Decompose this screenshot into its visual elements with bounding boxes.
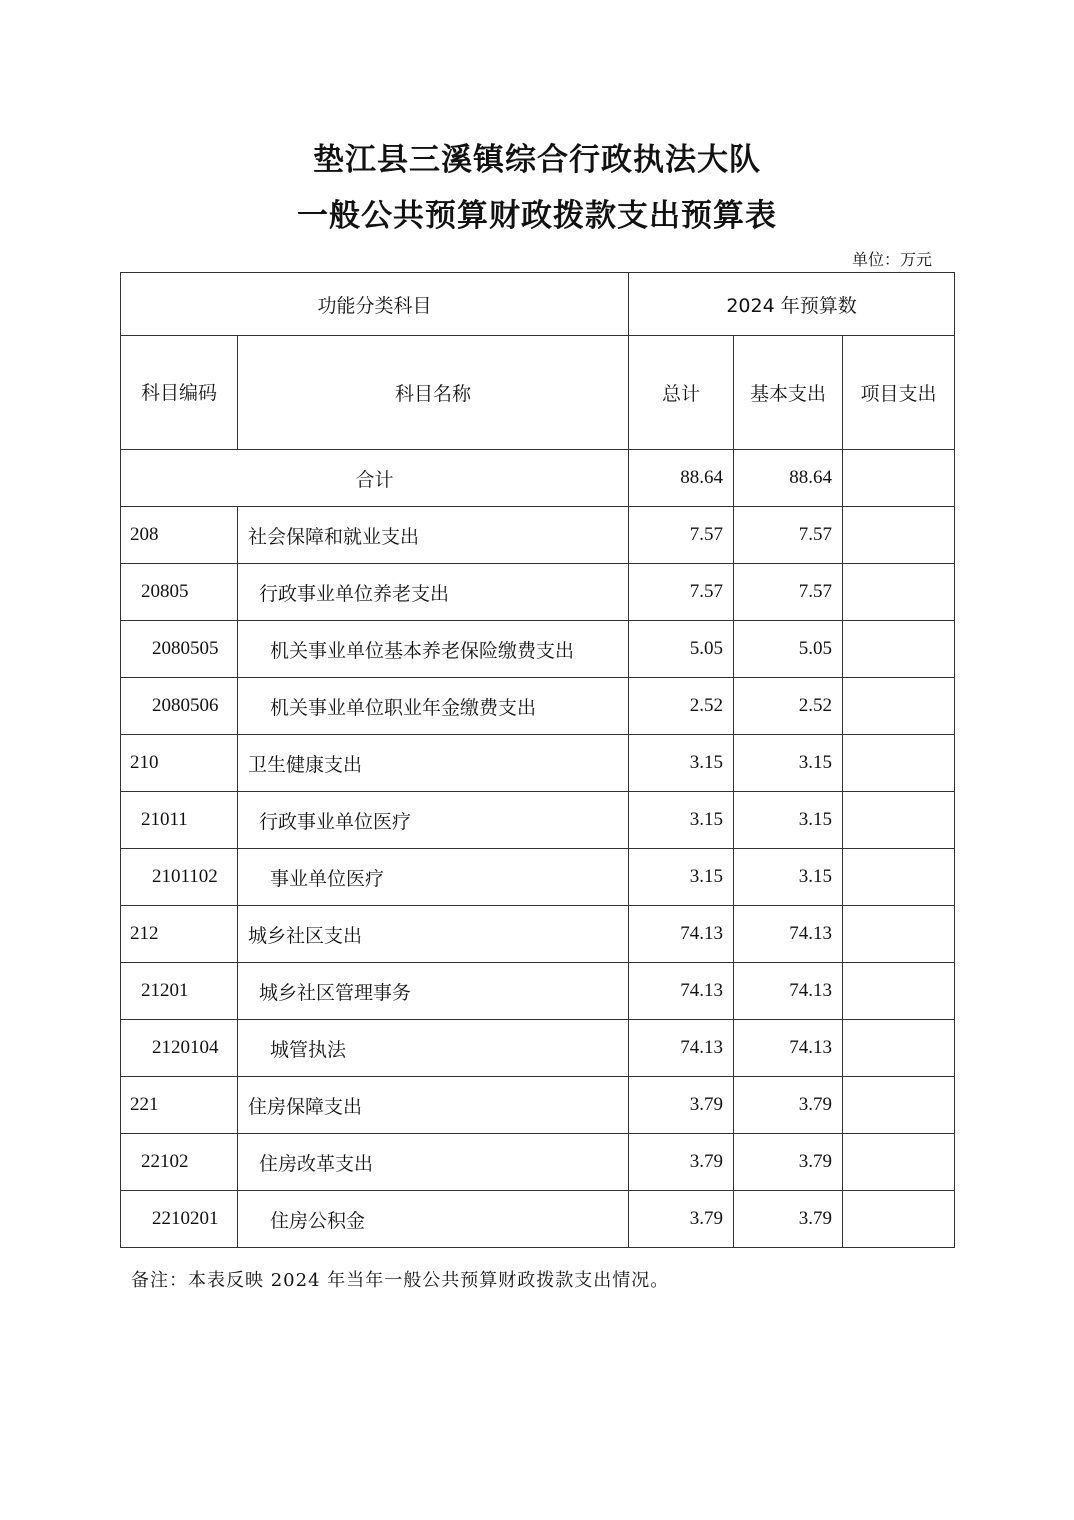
- row-code: 2101102: [121, 849, 238, 906]
- row-project: [843, 963, 955, 1020]
- table-row: [121, 735, 955, 792]
- table-row: [121, 1191, 955, 1248]
- row-project: [843, 621, 955, 678]
- header-row-2: [121, 336, 955, 450]
- row-total: 5.05: [629, 621, 734, 678]
- row-basic: 5.05: [734, 621, 843, 678]
- row-basic: 3.15: [734, 849, 843, 906]
- table-row: [121, 906, 955, 963]
- row-project: [843, 1191, 955, 1248]
- row-basic: 3.79: [734, 1077, 843, 1134]
- row-basic: 7.57: [734, 507, 843, 564]
- row-total: 7.57: [629, 564, 734, 621]
- row-total: 3.79: [629, 1191, 734, 1248]
- row-basic: 74.13: [734, 963, 843, 1020]
- page-title-line2: 一般公共预算财政拨款支出预算表: [297, 198, 777, 234]
- total-label: 合计: [121, 450, 629, 507]
- row-code: 20805: [121, 564, 238, 621]
- table-row: [121, 678, 955, 735]
- row-code: 2080505: [121, 621, 238, 678]
- row-total: 7.57: [629, 507, 734, 564]
- row-code: 2080506: [121, 678, 238, 735]
- row-project: [843, 1020, 955, 1077]
- row-name: 机关事业单位基本养老保险缴费支出: [238, 621, 629, 678]
- header-name: 科目名称: [238, 336, 629, 450]
- table-row: [121, 849, 955, 906]
- row-basic: 3.15: [734, 792, 843, 849]
- table-row: [121, 1134, 955, 1191]
- row-project: [843, 849, 955, 906]
- row-code: 208: [121, 507, 238, 564]
- row-total: 3.79: [629, 1077, 734, 1134]
- row-basic: 74.13: [734, 1020, 843, 1077]
- table-row: [121, 507, 955, 564]
- table-row: [121, 963, 955, 1020]
- header-project: 项目支出: [843, 336, 955, 450]
- row-total: 2.52: [629, 678, 734, 735]
- row-name: 行政事业单位养老支出: [238, 564, 629, 621]
- row-basic: 2.52: [734, 678, 843, 735]
- row-name: 城乡社区管理事务: [238, 963, 629, 1020]
- row-total: 74.13: [629, 1020, 734, 1077]
- unit-label: 单位：万元: [852, 250, 933, 269]
- row-code: 21201: [121, 963, 238, 1020]
- table-row: [121, 564, 955, 621]
- row-name: 机关事业单位职业年金缴费支出: [238, 678, 629, 735]
- row-code: 21011: [121, 792, 238, 849]
- row-code: 2210201: [121, 1191, 238, 1248]
- header-row-1: [121, 273, 955, 336]
- header-basic: 基本支出: [734, 336, 843, 450]
- row-name: 住房保障支出: [238, 1077, 629, 1134]
- row-code: 2120104: [121, 1020, 238, 1077]
- row-project: [843, 906, 955, 963]
- row-code: 221: [121, 1077, 238, 1134]
- row-total: 3.15: [629, 735, 734, 792]
- table-row: [121, 1077, 955, 1134]
- row-name: 行政事业单位医疗: [238, 792, 629, 849]
- row-basic: 7.57: [734, 564, 843, 621]
- row-project: [843, 735, 955, 792]
- row-name: 社会保障和就业支出: [238, 507, 629, 564]
- total-basic: 88.64: [734, 450, 843, 507]
- total-row: [121, 450, 955, 507]
- row-basic: 3.15: [734, 735, 843, 792]
- row-project: [843, 1134, 955, 1191]
- row-name: 住房改革支出: [238, 1134, 629, 1191]
- budget-table-body: [121, 273, 955, 1248]
- page-title-line1: 垫江县三溪镇综合行政执法大队: [313, 142, 761, 178]
- budget-table: [120, 272, 955, 1248]
- row-name: 住房公积金: [238, 1191, 629, 1248]
- row-project: [843, 1077, 955, 1134]
- row-code: 212: [121, 906, 238, 963]
- table-row: [121, 621, 955, 678]
- row-total: 3.79: [629, 1134, 734, 1191]
- header-year-budget: 2024 年预算数: [629, 273, 955, 336]
- header-category: 功能分类科目: [121, 273, 629, 336]
- row-project: [843, 564, 955, 621]
- header-code: 科目编码: [121, 336, 238, 450]
- footnote: 备注：本表反映 2024 年当年一般公共预算财政拨款支出情况。: [131, 1270, 670, 1291]
- total-total: 88.64: [629, 450, 734, 507]
- row-project: [843, 678, 955, 735]
- table-row: [121, 792, 955, 849]
- row-name: 城乡社区支出: [238, 906, 629, 963]
- row-basic: 74.13: [734, 906, 843, 963]
- header-total: 总计: [629, 336, 734, 450]
- row-total: 74.13: [629, 906, 734, 963]
- row-basic: 3.79: [734, 1134, 843, 1191]
- row-basic: 3.79: [734, 1191, 843, 1248]
- total-project: [843, 450, 955, 507]
- row-name: 卫生健康支出: [238, 735, 629, 792]
- row-total: 74.13: [629, 963, 734, 1020]
- row-total: 3.15: [629, 849, 734, 906]
- row-total: 3.15: [629, 792, 734, 849]
- row-project: [843, 507, 955, 564]
- row-name: 城管执法: [238, 1020, 629, 1077]
- row-code: 210: [121, 735, 238, 792]
- row-code: 22102: [121, 1134, 238, 1191]
- row-name: 事业单位医疗: [238, 849, 629, 906]
- table-row: [121, 1020, 955, 1077]
- row-project: [843, 792, 955, 849]
